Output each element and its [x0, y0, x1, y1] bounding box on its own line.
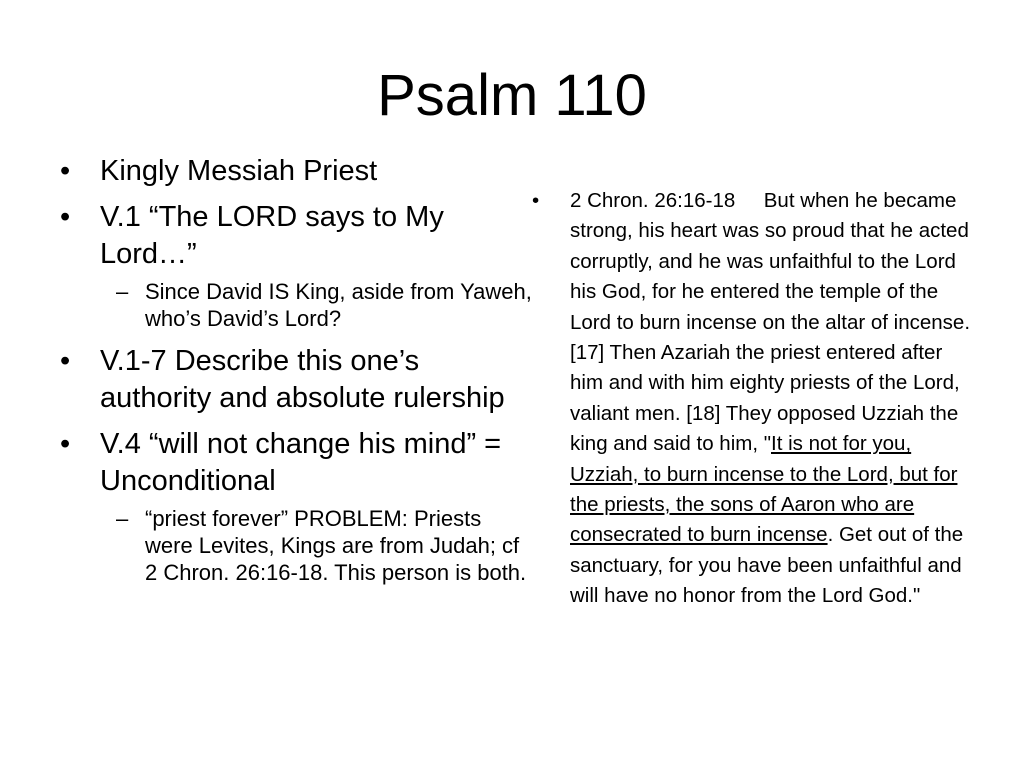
bullet-text: Kingly Messiah Priest [100, 155, 378, 187]
scripture-reference: 2 Chron. 26:16-18 [570, 189, 736, 212]
slide-title: Psalm 110 [377, 63, 647, 128]
scripture-text-after: . Get out of the sanctuary, for you have been unfaithful and will have no honor from the Lord God." [570, 523, 964, 608]
right-bullet-list [532, 186, 972, 612]
dash-icon: – [116, 279, 129, 304]
sub-bullet-item [58, 278, 533, 332]
sub-bullet-text: “priest forever” PROBLEM: Priests were Levites, Kings are from Judah; cf 2 Chron. 26:16-18. This person is both. [145, 506, 527, 585]
sub-bullet-item [58, 505, 533, 586]
scripture-quote-underlined: It is not for you, Uzziah, to burn incense to the Lord, but for the priests, the sons of Aaron who are consecrated to burn incense [570, 432, 958, 547]
bullet-icon: • [60, 155, 71, 187]
bullet-item [58, 199, 533, 273]
dash-icon: – [116, 506, 129, 531]
bullet-icon: • [60, 428, 71, 460]
bullet-icon: • [60, 201, 71, 233]
scripture-text-before: But when he became strong, his heart was so proud that he acted corruptly, and he was unfaithful to the Lord his God, for he entered the temple of the Lord to burn incense on the altar of incense. [17] Then Azariah the priest entered after him and with him eighty priests of the Lord, valiant men. [18] They opposed Uzziah the king and said to him, " [570, 189, 971, 456]
bullet-icon: • [60, 345, 71, 377]
bullet-item [58, 343, 533, 417]
bullet-text: V.1-7 Describe this one’s authority and absolute rulership [100, 345, 505, 414]
left-bullet-list [58, 153, 533, 597]
bullet-text: V.4 “will not change his mind” = Unconditional [100, 428, 502, 497]
sub-bullet-text: Since David IS King, aside from Yaweh, who’s David’s Lord? [145, 279, 532, 331]
bullet-text: V.1 “The LORD says to My Lord…” [100, 201, 444, 270]
bullet-item [58, 426, 533, 500]
bullet-icon: • [532, 189, 540, 212]
bullet-item [58, 153, 533, 190]
scripture-bullet [532, 186, 972, 612]
